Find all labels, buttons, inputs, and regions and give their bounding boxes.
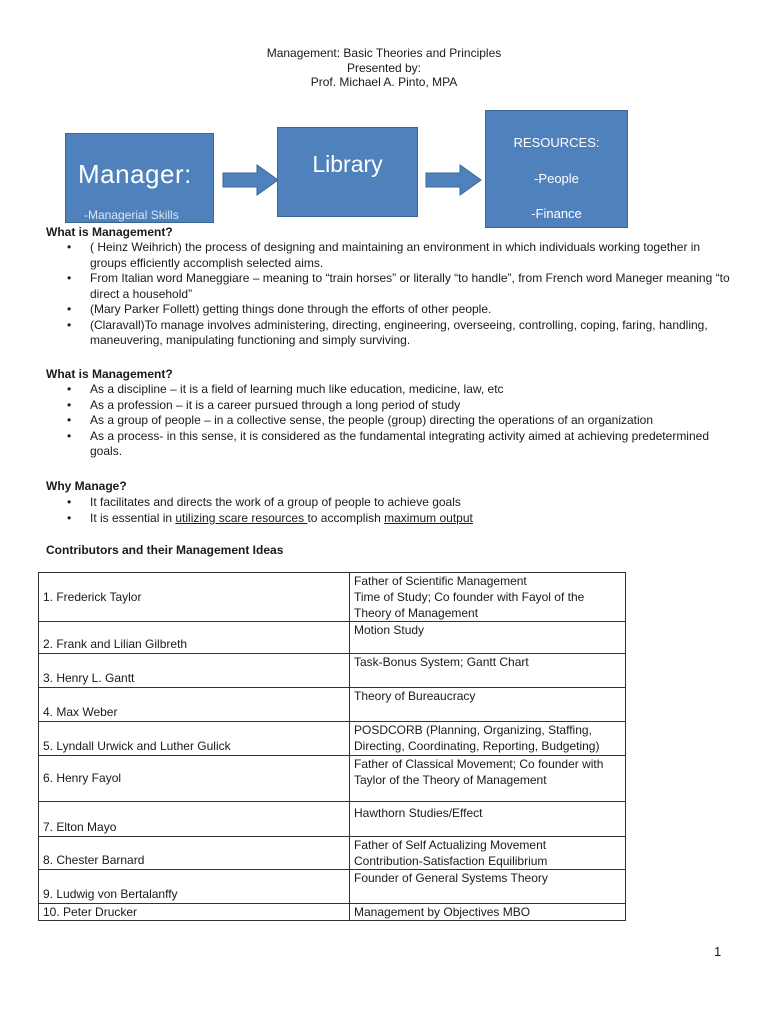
list-item: • It is essential in utilizing scare resources to accomplish maximum output — [0, 511, 730, 527]
contributor-name: 3. Henry L. Gantt — [39, 654, 350, 688]
contributor-name: 4. Max Weber — [39, 688, 350, 722]
presented-by-label: Presented by: — [346, 60, 422, 75]
arrow-right-icon — [425, 163, 483, 197]
contributor-idea: Father of Scientific Management Time of Study; Co founder with Fayol of the Theory of Management — [350, 573, 626, 622]
contributor-name: 10. Peter Drucker — [39, 904, 350, 921]
contributors-title: Contributors and their Management Ideas — [46, 543, 284, 557]
resources-item: -People — [534, 171, 579, 186]
contributor-idea: Father of Self Actualizing Movement Contribution-Satisfaction Equilibrium — [350, 837, 626, 870]
resources-item: -Finance — [531, 206, 582, 221]
arrow-right-icon — [222, 163, 280, 197]
why-manage-list — [0, 495, 730, 526]
table-row — [39, 837, 626, 870]
library-box-title: Library — [312, 151, 383, 177]
contributor-idea: Founder of General Systems Theory — [350, 870, 626, 904]
contributor-idea: Father of Classical Movement; Co founder with Taylor of the Theory of Management — [350, 756, 626, 802]
list-item: • (Claravall)To manage involves administering, directing, engineering, overseeing, controlling, coping, faring, handling, maneuvering, manipulating functioning and simply surviving. — [0, 318, 730, 349]
contributor-idea: Motion Study — [350, 622, 626, 654]
contributor-idea: POSDCORB (Planning, Organizing, Staffing, Directing, Coordinating, Reporting, Budgeting) — [350, 722, 626, 756]
section-title-why-manage: Why Manage? — [46, 479, 127, 493]
list-item: • As a group of people – in a collective sense, the people (group) directing the operations of an organization — [0, 413, 730, 429]
list-item: • As a discipline – it is a field of learning much like education, medicine, law, etc — [0, 382, 730, 398]
table-row — [39, 756, 626, 802]
resources-box — [485, 110, 628, 228]
document-header — [0, 46, 768, 90]
contributor-name: 2. Frank and Lilian Gilbreth — [39, 622, 350, 654]
contributor-name: 9. Ludwig von Bertalanffy — [39, 870, 350, 904]
table-row — [39, 904, 626, 921]
management-aspects-list — [0, 382, 730, 460]
manager-box-title: Manager: — [78, 159, 192, 189]
page-number: 1 — [714, 944, 722, 959]
contributors-table — [38, 572, 626, 921]
table-row — [39, 622, 626, 654]
contributor-idea: Task-Bonus System; Gantt Chart — [350, 654, 626, 688]
contributor-idea: Hawthorn Studies/Effect — [350, 802, 626, 837]
table-row — [39, 573, 626, 622]
document-title: Management: Basic Theories and Principles — [266, 46, 502, 60]
resources-box-title: RESOURCES: — [513, 135, 600, 150]
table-row — [39, 722, 626, 756]
section-title-what-is-management-2: What is Management? — [46, 367, 173, 381]
definitions-list — [0, 240, 730, 349]
list-item: • From Italian word Maneggiare – meaning to “train horses” or literally “to handle”, from French word Maneger meaning “to direct a household” — [0, 271, 730, 302]
list-item: • (Mary Parker Follett) getting things done through the efforts of other people. — [0, 302, 730, 318]
table-row — [39, 870, 626, 904]
author-name: Prof. Michael A. Pinto, MPA — [310, 75, 458, 89]
contributor-idea: Theory of Bureaucracy — [350, 688, 626, 722]
contributor-idea: Management by Objectives MBO — [350, 904, 626, 921]
list-item: • As a process- in this sense, it is considered as the fundamental integrating activity aimed at achieving predetermined goals. — [0, 429, 730, 460]
contributor-name: 5. Lyndall Urwick and Luther Gulick — [39, 722, 350, 756]
table-row — [39, 688, 626, 722]
contributor-name: 8. Chester Barnard — [39, 837, 350, 870]
manager-box-subtitle: -Managerial Skills — [84, 208, 179, 222]
list-item: • It facilitates and directs the work of a group of people to achieve goals — [0, 495, 730, 511]
list-item: • ( Heinz Weihrich) the process of designing and maintaining an environment in which individuals working together in groups efficiently accomplish selected aims. — [0, 240, 730, 271]
contributor-name: 1. Frederick Taylor — [39, 573, 350, 622]
contributor-name: 7. Elton Mayo — [39, 802, 350, 837]
section-title-what-is-management-1: What is Management? — [46, 225, 173, 239]
list-item: • As a profession – it is a career pursued through a long period of study — [0, 398, 730, 414]
manager-box — [65, 133, 214, 223]
table-row — [39, 654, 626, 688]
contributor-name: 6. Henry Fayol — [39, 756, 350, 802]
library-box — [277, 127, 418, 217]
table-row — [39, 802, 626, 837]
